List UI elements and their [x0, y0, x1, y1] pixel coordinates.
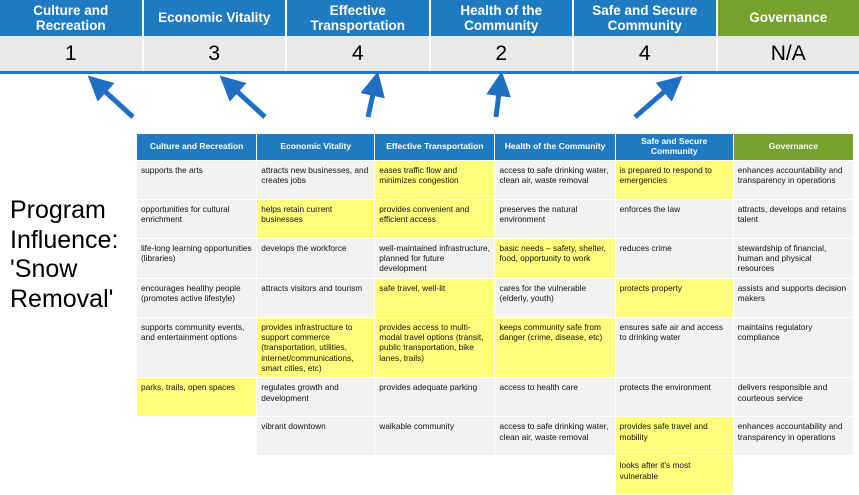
matrix-cell-r1-c2: provides convenient and efficient access — [375, 199, 495, 238]
matrix-cell-r0-c3: access to safe drinking water, clean air, waste removal — [495, 160, 615, 199]
table-row — [137, 238, 854, 278]
matrix-cell-r7-c1 — [257, 456, 375, 495]
matrix-cell-r1-c5: attracts, develops and retains talent — [733, 199, 853, 238]
matrix-column-header-3: Health of the Community — [495, 134, 615, 161]
matrix-cell-r5-c0: parks, trails, open spaces — [137, 378, 257, 417]
strategic-outcomes-banner — [0, 0, 859, 36]
matrix-body — [137, 160, 854, 495]
matrix-column-header-1: Economic Vitality — [257, 134, 375, 161]
table-row — [137, 317, 854, 378]
matrix-cell-r6-c2: walkable community — [375, 417, 495, 456]
page-title: Program Influence: 'Snow Removal' — [10, 196, 135, 314]
table-row — [137, 417, 854, 456]
arrow-economic-vitality — [230, 85, 265, 117]
matrix-cell-r2-c4: reduces crime — [615, 238, 733, 278]
arrow-safe-secure-community — [635, 85, 672, 117]
outcome-score-2: 4 — [287, 36, 431, 71]
table-row — [137, 199, 854, 238]
matrix-header-row — [137, 134, 854, 161]
matrix-cell-r3-c0: encourages healthy people (promotes active lifestyle) — [137, 278, 257, 317]
matrix-cell-r5-c5: delivers responsible and courteous service — [733, 378, 853, 417]
matrix-cell-r3-c5: assists and supports decision makers — [733, 278, 853, 317]
matrix-cell-r3-c1: attracts visitors and tourism — [257, 278, 375, 317]
matrix-cell-r7-c4: looks after it's most vulnerable — [615, 456, 733, 495]
matrix-cell-r6-c0 — [137, 417, 257, 456]
matrix-column-header-4: Safe and Secure Community — [615, 134, 733, 161]
matrix-cell-r6-c4: provides safe travel and mobility — [615, 417, 733, 456]
matrix-cell-r7-c3 — [495, 456, 615, 495]
matrix-column-header-2: Effective Transportation — [375, 134, 495, 161]
matrix-cell-r1-c1: helps retain current businesses — [257, 199, 375, 238]
matrix-column-header-0: Culture and Recreation — [137, 134, 257, 161]
matrix-cell-r4-c5: maintains regulatory compliance — [733, 317, 853, 378]
arrow-health-community — [496, 85, 500, 117]
matrix-cell-r4-c1: provides infrastructure to support commerce (transportation, utilities, internet/communications, smart cities, etc) — [257, 317, 375, 378]
outcome-header-5: Governance — [718, 0, 859, 36]
matrix-column-header-5: Governance — [733, 134, 853, 161]
matrix-cell-r0-c0: supports the arts — [137, 160, 257, 199]
matrix-cell-r6-c5: enhances accountability and transparency in operations — [733, 417, 853, 456]
matrix-cell-r5-c2: provides adequate parking — [375, 378, 495, 417]
outcome-header-2: Effective Transportation — [287, 0, 431, 36]
table-row — [137, 160, 854, 199]
influence-matrix — [136, 133, 854, 495]
arrow-effective-transportation — [368, 85, 375, 117]
matrix-cell-r5-c3: access to health care — [495, 378, 615, 417]
outcome-header-0: Culture and Recreation — [0, 0, 144, 36]
matrix-cell-r7-c5 — [733, 456, 853, 495]
matrix-cell-r3-c3: cares for the vulnerable (elderly, youth) — [495, 278, 615, 317]
table-row — [137, 378, 854, 417]
matrix-cell-r6-c1: vibrant downtown — [257, 417, 375, 456]
matrix-cell-r3-c4: protects property — [615, 278, 733, 317]
arrow-culture-recreation — [98, 85, 133, 117]
matrix-cell-r2-c3: basic needs – safety, shelter, food, opportunity to work — [495, 238, 615, 278]
matrix-cell-r1-c4: enforces the law — [615, 199, 733, 238]
matrix-cell-r4-c2: provides access to multi-modal travel options (transit, public transportation, bike lanes, trails) — [375, 317, 495, 378]
outcome-header-1: Economic Vitality — [144, 0, 288, 36]
score-row — [0, 36, 859, 74]
matrix-header-row — [137, 134, 854, 161]
matrix-cell-r0-c2: eases traffic flow and minimizes congestion — [375, 160, 495, 199]
matrix-cell-r1-c0: opportunities for cultural enrichment — [137, 199, 257, 238]
matrix-cell-r4-c3: keeps community safe from danger (crime, disease, etc) — [495, 317, 615, 378]
matrix-cell-r0-c5: enhances accountability and transparency in operations — [733, 160, 853, 199]
matrix-cell-r4-c4: ensures safe air and access to drinking water — [615, 317, 733, 378]
matrix-cell-r7-c0 — [137, 456, 257, 495]
matrix-cell-r2-c5: stewardship of financial, human and physical resources — [733, 238, 853, 278]
outcome-header-3: Health of the Community — [431, 0, 575, 36]
outcome-score-4: 4 — [574, 36, 718, 71]
matrix-cell-r2-c0: life-long learning opportunities (libraries) — [137, 238, 257, 278]
matrix-cell-r0-c4: is prepared to respond to emergencies — [615, 160, 733, 199]
matrix-cell-r5-c4: protects the environment — [615, 378, 733, 417]
matrix-cell-r7-c2 — [375, 456, 495, 495]
arrow-group — [0, 74, 859, 134]
table-row — [137, 456, 854, 495]
matrix-cell-r3-c2: safe travel, well-lit — [375, 278, 495, 317]
matrix-cell-r0-c1: attracts new businesses, and creates jobs — [257, 160, 375, 199]
outcome-score-0: 1 — [0, 36, 144, 71]
matrix-cell-r2-c1: develops the workforce — [257, 238, 375, 278]
matrix-cell-r4-c0: supports community events, and entertainment options — [137, 317, 257, 378]
outcome-score-3: 2 — [431, 36, 575, 71]
matrix-cell-r5-c1: regulates growth and development — [257, 378, 375, 417]
matrix-cell-r6-c3: access to safe drinking water, clean air, waste removal — [495, 417, 615, 456]
outcome-score-5: N/A — [718, 36, 859, 71]
outcome-header-4: Safe and Secure Community — [574, 0, 718, 36]
table-row — [137, 278, 854, 317]
arrows-svg — [0, 74, 859, 134]
outcome-score-1: 3 — [144, 36, 288, 71]
matrix-cell-r2-c2: well-maintained infrastructure, planned for future development — [375, 238, 495, 278]
matrix-cell-r1-c3: preserves the natural environment — [495, 199, 615, 238]
